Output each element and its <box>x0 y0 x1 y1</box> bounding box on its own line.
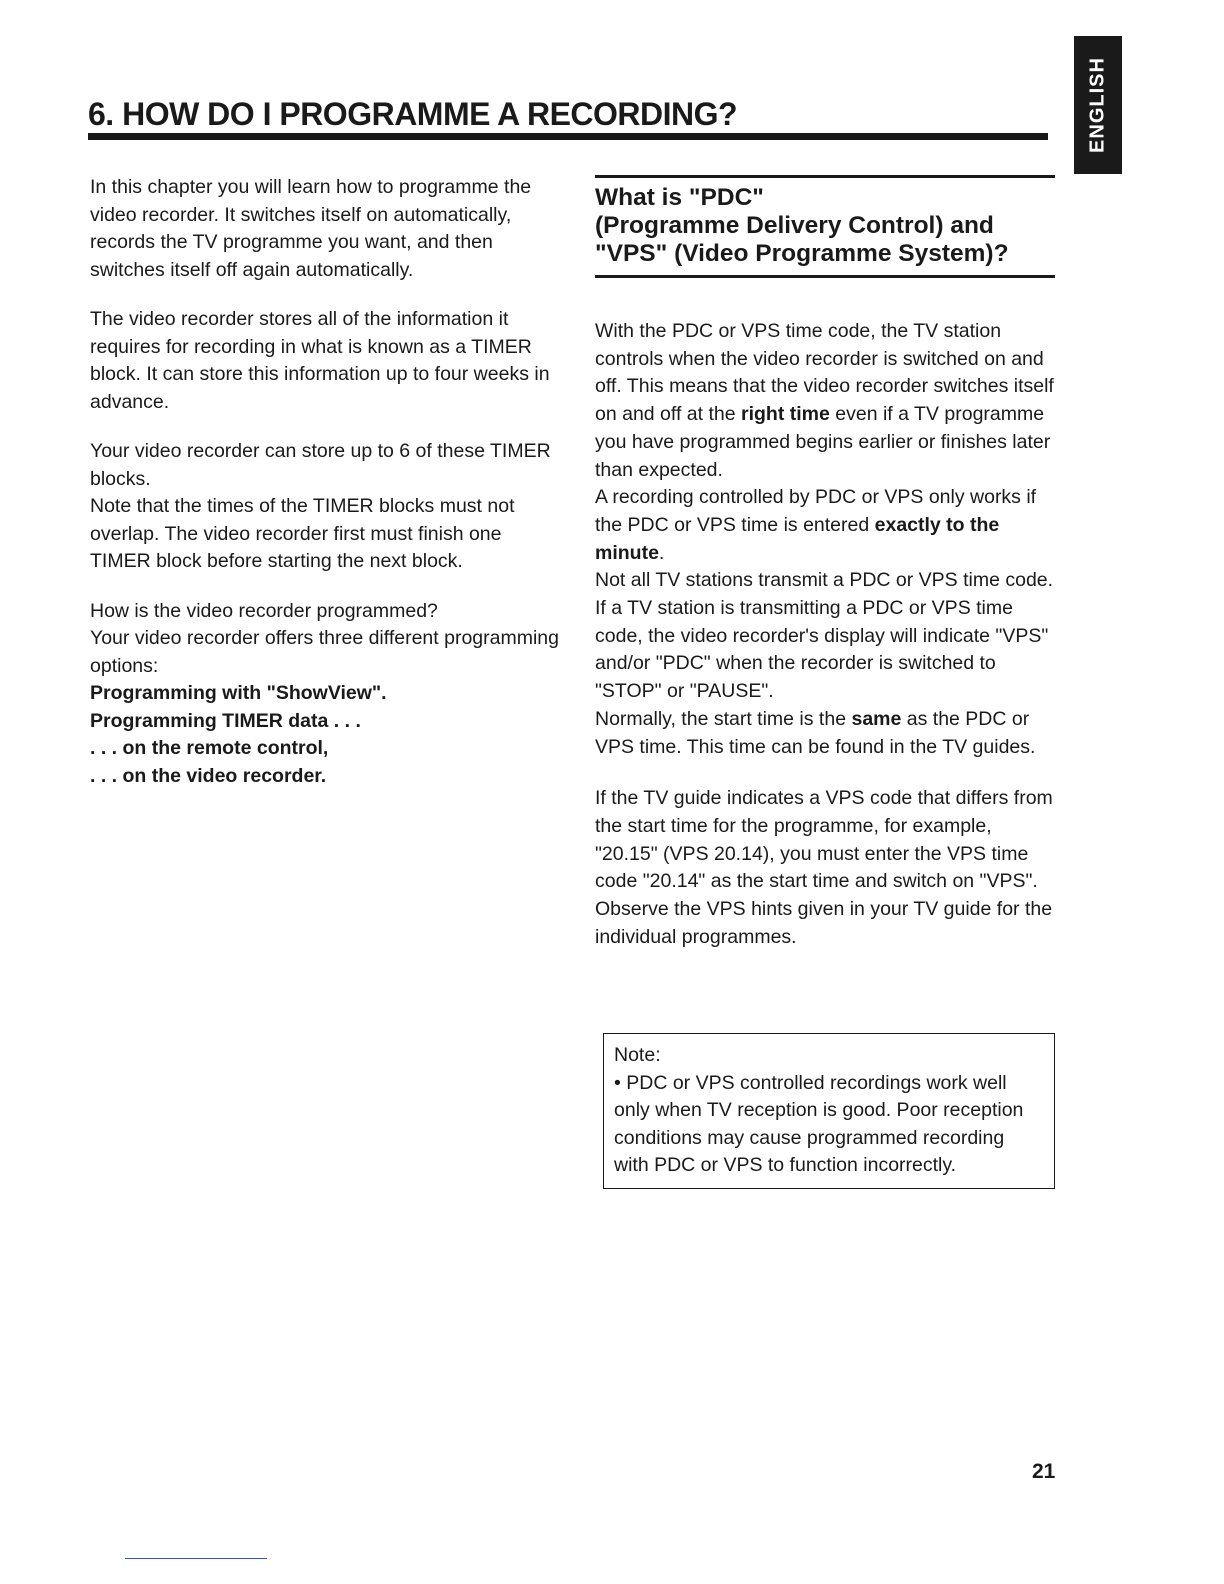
option-showview: Programming with "ShowView". <box>90 682 387 704</box>
programming-options-section <box>90 598 560 791</box>
pdc-paragraph-start-time: Normally, the start time is the same as the PDC or VPS time. This time can be found in the TV guides. <box>595 707 1036 758</box>
page-title: 6. HOW DO I PROGRAMME A RECORDING? <box>88 96 738 132</box>
overlap-paragraph: Note that the times of the TIMER blocks must not overlap. The video recorder first must finish one TIMER block before starting the next block. <box>90 495 515 572</box>
title-rule <box>88 133 1048 140</box>
capacity-section <box>90 438 560 576</box>
pdc-column <box>595 175 1055 951</box>
option-timer-data: Programming TIMER data . . . <box>90 709 361 732</box>
intro-paragraph: In this chapter you will learn how to programme the video recorder. It switches itself on automatically, records the TV programme you want, and then switches itself off again automatically. <box>90 176 532 281</box>
note-text: • PDC or VPS controlled recordings work well only when TV reception is good. Poor reception conditions may cause programmed recording with PDC or VPS to function incorrectly. <box>614 1071 1024 1176</box>
pdc-heading-line: (Programme Delivery Control) and <box>595 212 994 239</box>
programming-question: How is the video recorder programmed? <box>90 599 438 622</box>
option-video-recorder: . . . on the video recorder. <box>90 764 327 787</box>
pdc-body <box>595 318 1055 951</box>
emphasis-right-time: right time <box>741 403 830 426</box>
timer-block-paragraph: The video recorder stores all of the information it requires for recording in what is known as a TIMER block. It can store this information up to four weeks in advance. <box>90 308 550 413</box>
options-intro: Your video recorder offers three different programming options: <box>90 627 559 677</box>
language-tab-label: ENGLISH <box>1086 57 1109 153</box>
note-label: Note: <box>614 1044 661 1066</box>
pdc-paragraph-display: If a TV station is transmitting a PDC or VPS time code, the video recorder's display will indicate "VPS" and/or "PDC" when the recorder is switched to "STOP" or "PAUSE". <box>595 597 1049 703</box>
pdc-heading-line: What is "PDC" <box>595 184 764 211</box>
note-box <box>603 1033 1055 1189</box>
pdc-paragraph-stations: Not all TV stations transmit a PDC or VPS time code. <box>595 569 1054 592</box>
pdc-paragraph-vps-code: If the TV guide indicates a VPS code that differs from the start time for the programme, for example, "20.15" (VPS 20.14), you must enter the VPS time code "20.14" as the start time and switch on "VPS". Observe the VPS hints given in your TV guide for the individual programmes. <box>595 787 1053 948</box>
pdc-heading-line: "VPS" (Video Programme System)? <box>595 240 1009 267</box>
footer-line <box>125 1558 267 1559</box>
page-number: 21 <box>1032 1460 1056 1483</box>
pdc-paragraph-timing: With the PDC or VPS time code, the TV station controls when the video recorder is switched on and off. This means that the video recorder switches itself on and off at the right time even if a TV programme you have programmed begins earlier or finishes later than expected. <box>595 320 1054 481</box>
pdc-paragraph-exact: A recording controlled by PDC or VPS only works if the PDC or VPS time is entered exactly to the minute. <box>595 486 1037 564</box>
capacity-paragraph: Your video recorder can store up to 6 of these TIMER blocks. <box>90 440 551 490</box>
left-column <box>90 174 560 790</box>
emphasis-same: same <box>851 707 902 730</box>
option-remote-control: . . . on the remote control, <box>90 737 329 759</box>
emphasis-exact-minute: exactly to the minute <box>595 513 1000 564</box>
language-tab <box>1074 36 1122 174</box>
pdc-heading <box>595 175 1055 278</box>
